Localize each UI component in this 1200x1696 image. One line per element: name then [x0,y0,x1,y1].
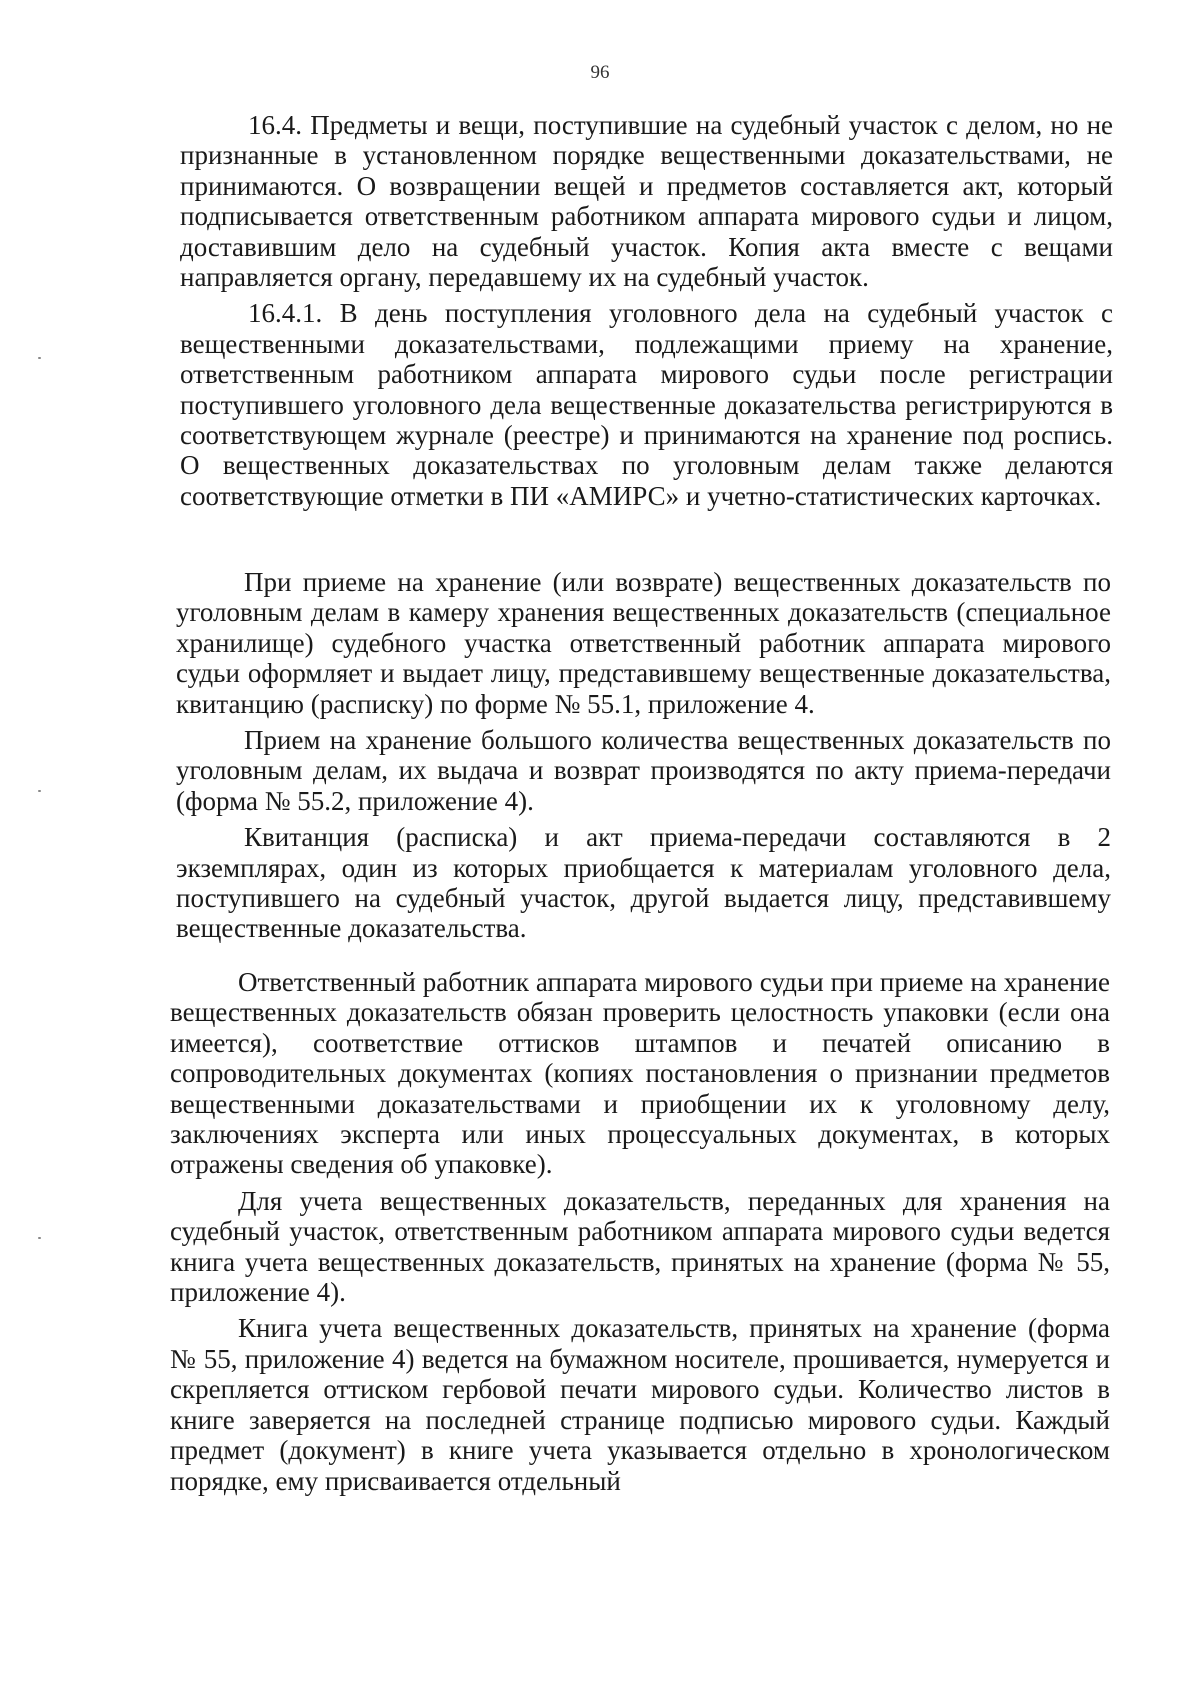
scan-speck [38,790,41,792]
text-block-top [180,110,1113,517]
text-block-bottom [170,967,1110,1502]
scan-speck [38,1237,41,1239]
page-number: 96 [590,62,610,83]
paragraph-packaging-check: Ответственный работник аппарата мирового судьи при приеме на хранение вещественных доказательств обязан проверить целостность упаковки (если она имеется), соответствие оттисков штампов и печатей описанию в сопроводительных документах (копиях постановления о признании предметов вещественными доказательствами и приобщении их к уголовному делу, заключениях эксперта или иных процессуальных документах, в которых отражены сведения об упаковке). [170,967,1110,1180]
paragraph-bulk-acceptance: Прием на хранение большого количества вещественных доказательств по уголовным делам, их выдача и возврат производятся по акту приема-передачи (форма № 55.2, приложение 4). [176,725,1111,816]
paragraph-16-4-1: 16.4.1. В день поступления уголовного дела на судебный участок с вещественными доказательствами, подлежащими приему на хранение, ответственным работником аппарата мирового судьи после регистрации поступившего уголовного дела вещественные доказательства регистрируются в соответствующем журнале (реестре) и принимаются на хранение под роспись. О вещественных доказательствах по уголовным делам также делаются соответствующие отметки в ПИ «АМИРС» и учетно-статистических карточках. [180,298,1113,511]
paragraph-copies: Квитанция (расписка) и акт приема-передачи составляются в 2 экземплярах, один из которых приобщается к материалам уголовного дела, поступившего на судебный участок, другой выдается лицу, представившему вещественные доказательства. [176,822,1111,944]
paragraph-register-book: Для учета вещественных доказательств, переданных для хранения на судебный участок, ответственным работником аппарата мирового судьи ведется книга учета вещественных доказательств, принятых на хранение (форма № 55, приложение 4). [170,1185,1110,1308]
paragraph-receipt: При приеме на хранение (или возврате) вещественных доказательств по уголовным делам в камеру хранения вещественных доказательств (специальное хранилище) судебного участка ответственный работник аппарата мирового судьи оформляет и выдает лицу, представившему вещественные доказательства, квитанцию (расписку) по форме № 55.1, приложение 4. [176,567,1111,719]
paragraph-book-format: Книга учета вещественных доказательств, принятых на хранение (форма № 55, приложение 4) ведется на бумажном носителе, прошивается, нумеруется и скрепляется оттиском гербовой печати мирового судьи. Количество листов в книге заверяется на последней странице подписью мирового судьи. Каждый предмет (документ) в книге учета указывается отдельно в хронологическом порядке, ему присваивается отдельный [170,1313,1110,1496]
scan-speck [38,357,41,359]
paragraph-16-4: 16.4. Предметы и вещи, поступившие на судебный участок с делом, но не признанные в установленном порядке вещественными доказательствами, не принимаются. О возвращении вещей и предметов составляется акт, который подписывается ответственным работником аппарата мирового судьи и лицом, доставившим дело на судебный участок. Копия акта вместе с вещами направляется органу, передавшему их на судебный участок. [180,110,1113,293]
text-block-middle [176,567,1111,950]
